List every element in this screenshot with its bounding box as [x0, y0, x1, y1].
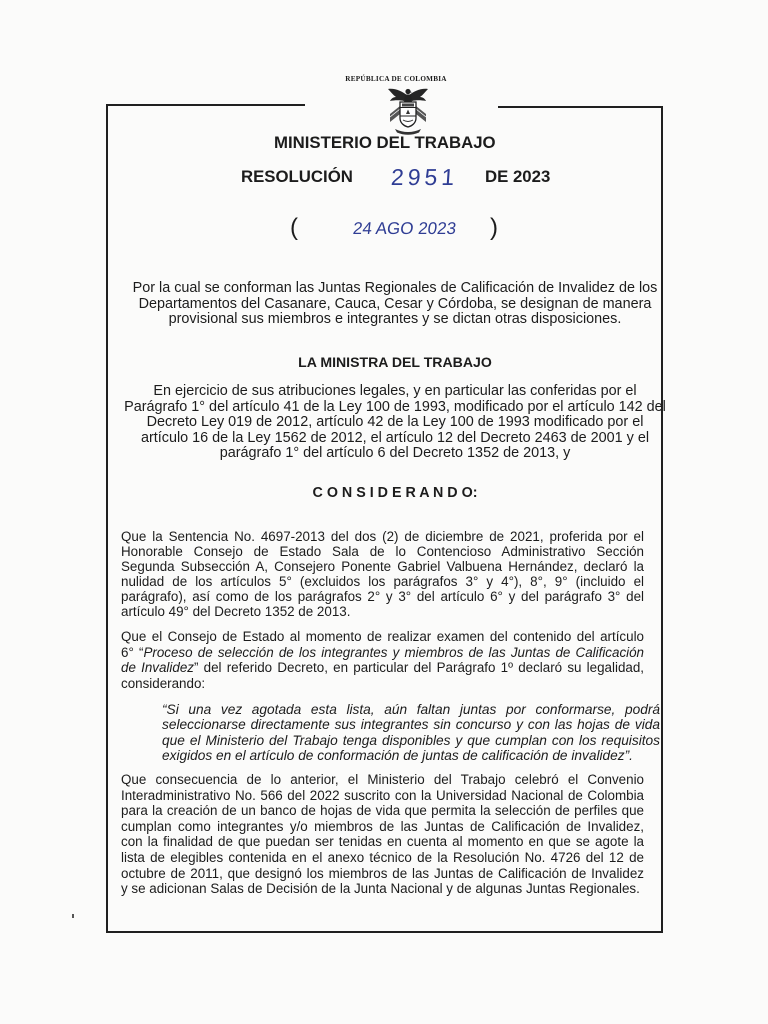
summary-line: Departamentos del Casanare, Cauca, Cesar y Córdoba, se designan de manera	[138, 295, 652, 312]
paragraph-line: Interadministrativo No. 566 del 2022 suscrito con la Universidad Nacional de Colombia	[121, 787, 644, 803]
frame-top-right-line	[498, 106, 663, 108]
frame-left-line	[106, 104, 108, 933]
block-quote	[162, 702, 660, 764]
paragraph-1	[121, 529, 644, 619]
summary-line: Por la cual se conforman las Juntas Regionales de Calificación de Invalidez de los	[132, 280, 658, 296]
paragraph-line: cumplan como integrantes y/o miembros de las Juntas de Calificación de Invalidez,	[121, 818, 644, 834]
scan-speck	[72, 914, 74, 918]
paragraph-line: Que la Sentencia No. 4697-2013 del dos (2) de diciembre de 2021, proferida por el	[121, 529, 644, 544]
frame-bottom-line	[106, 931, 663, 933]
paragraph-line: parágrafo), así como de los parágrafos 2° y 3° del artículo 6° y del parágrafo 3° del	[121, 589, 644, 604]
summary-line: provisional sus miembros e integrantes y se dictan otras disposiciones.	[168, 311, 622, 327]
paragraph-2	[121, 629, 644, 691]
preamble-line: artículo 16 de la Ley 1562 de 2012, el artículo 12 del Decreto 2463 de 2001 y el	[140, 429, 650, 446]
paragraph-line: Que el Consejo de Estado al momento de realizar examen del contenido del artículo	[121, 629, 644, 644]
frame-right-line	[661, 106, 663, 933]
country-label: REPÚBLICA DE COLOMBIA	[345, 75, 447, 83]
paragraph-line: lista de elegibles contenida en el anexo técnico de la Resolución No. 4726 del 12 de	[121, 849, 644, 865]
paragraph-line: considerando:	[121, 675, 206, 691]
quote-line: que el Ministerio del Trabajo tenga disponibles y que cumplan con los requisitos	[162, 732, 660, 748]
resolution-number-stamp: 2951	[390, 164, 460, 190]
article-title-italic: de Invalidez	[121, 660, 194, 676]
date-close-paren: )	[490, 214, 498, 241]
preamble	[95, 384, 695, 462]
quote-line: exigidos en el artículo de conformación de juntas de calificación de invalidez”.	[162, 748, 633, 764]
coat-of-arms-icon	[383, 85, 433, 137]
considerando-heading: C O N S I D E R A N D O:	[312, 485, 478, 501]
paragraph-line: octubre de 2011, que designó los miembros de las Juntas de Calificación de Invalidez	[121, 865, 644, 881]
paragraph-3	[121, 772, 644, 897]
preamble-line: En ejercicio de sus atribuciones legales, y en particular las conferidas por el	[153, 383, 637, 399]
preamble-line: Decreto Ley 019 de 2012, artículo 42 de la Ley 100 de 1993 modificado por el	[146, 414, 644, 430]
ministry-title: MINISTERIO DEL TRABAJO	[274, 133, 496, 152]
paragraph-line: Honorable Consejo de Estado Sala de lo Contencioso Administrativo Sección	[121, 544, 644, 559]
paragraph-line	[121, 660, 644, 676]
paragraph-line: Segunda Subsección A, Consejero Ponente Gabriel Valbuena Hernández, declaró la	[121, 559, 644, 574]
resolution-year: DE 2023	[485, 167, 551, 186]
paragraph-line: artículo 49° del Decreto 1352 de 2013.	[121, 604, 351, 619]
date-stamp: 24 AGO 2023	[351, 219, 458, 238]
frame-top-left-line	[106, 104, 305, 106]
date-open-paren: (	[290, 214, 298, 241]
paragraph-text: ” del referido Decreto, en particular del Parágrafo 1º declaró su legalidad,	[193, 660, 645, 676]
resolution-label: RESOLUCIÓN	[241, 167, 353, 186]
paragraph-line	[121, 645, 644, 661]
article-reference: 6° “	[121, 644, 144, 660]
paragraph-line: con la finalidad de que puedan ser tenidas en cuenta al momento en que se agote la	[121, 834, 644, 850]
resolution-summary	[95, 281, 695, 328]
quote-line: “Si una vez agotada esta lista, aún faltan juntas por conformarse, podrá	[162, 702, 660, 717]
paragraph-line: nulidad de los artículos 5° (excluidos los parágrafos 3° y 4°), 8°, 9° (incluido el	[121, 574, 644, 589]
paragraph-line: y se adicionan Salas de Decisión de la Junta Nacional y de algunas Juntas Regionales.	[121, 881, 640, 897]
preamble-line: parágrafo 1° del artículo 6 del Decreto 1352 de 2013, y	[219, 445, 571, 461]
signatory-title: LA MINISTRA DEL TRABAJO	[298, 354, 492, 370]
preamble-line: Parágrafo 1° del artículo 41 de la Ley 100 de 1993, modificado por el artículo 142 del	[124, 398, 666, 415]
article-title-italic: Proceso de selección de los integrantes y miembros de las Juntas de Calificación	[143, 644, 645, 660]
paragraph-line: para la creación de un banco de hojas de vida que permita la selección de perfiles que	[121, 803, 644, 819]
quote-line: seleccionarse directamente sus integrantes sin concurso y con las hojas de vida	[162, 717, 660, 733]
paragraph-line: Que consecuencia de lo anterior, el Ministerio del Trabajo celebró el Convenio	[121, 772, 644, 787]
